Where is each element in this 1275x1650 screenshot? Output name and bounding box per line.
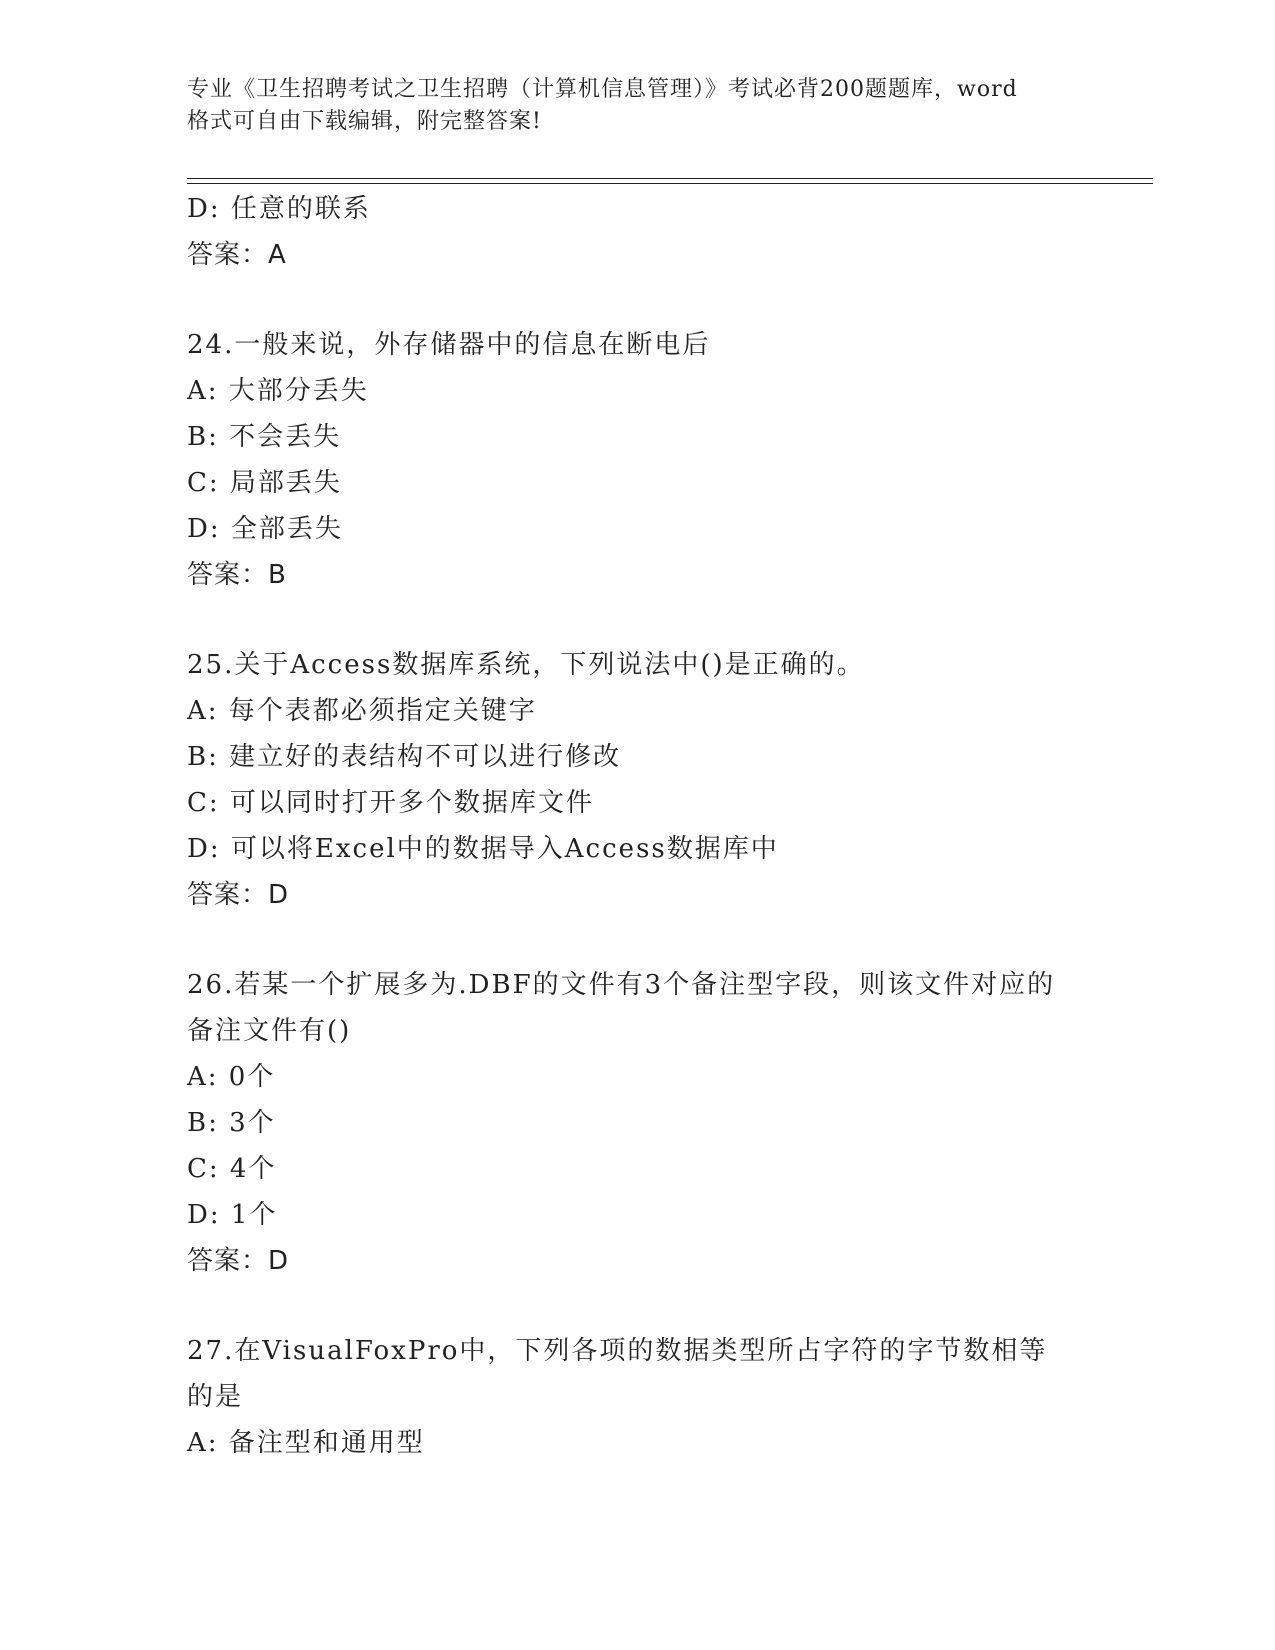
document-header bbox=[187, 74, 1087, 138]
question-26-option-b: B: 3个 bbox=[187, 1108, 276, 1138]
question-27-title-line-2: 的是 bbox=[187, 1382, 244, 1412]
question-26-answer: 答案：D bbox=[187, 1246, 290, 1276]
spacer bbox=[187, 918, 1087, 962]
header-line-2: 格式可自由下载编辑，附完整答案! bbox=[187, 109, 542, 134]
question-25-option-a: A: 每个表都必须指定关键字 bbox=[187, 696, 537, 726]
header-rule-top bbox=[187, 178, 1153, 179]
header-line-1: 专业《卫生招聘考试之卫生招聘（计算机信息管理）》考试必背200题题库，word bbox=[187, 77, 1018, 102]
question-24-option-d: D: 全部丢失 bbox=[187, 514, 343, 544]
question-26-option-a: A: 0个 bbox=[187, 1062, 276, 1092]
question-body bbox=[187, 186, 1087, 1466]
spacer bbox=[187, 598, 1087, 642]
spacer bbox=[187, 1284, 1087, 1328]
question-25-option-c: C: 可以同时打开多个数据库文件 bbox=[187, 788, 594, 818]
question-25-option-d: D: 可以将Excel中的数据导入Access数据库中 bbox=[187, 834, 779, 864]
question-26-option-c: C: 4个 bbox=[187, 1154, 277, 1184]
question-27-title-line-1: 27.在VisualFoxPro中，下列各项的数据类型所占字符的字节数相等 bbox=[187, 1336, 1048, 1366]
question-26-option-d: D: 1个 bbox=[187, 1200, 278, 1230]
question-26-title-line-2: 备注文件有() bbox=[187, 1016, 352, 1046]
question-25-answer: 答案：D bbox=[187, 880, 290, 910]
question-25-option-b: B: 建立好的表结构不可以进行修改 bbox=[187, 742, 622, 772]
question-24-option-c: C: 局部丢失 bbox=[187, 468, 342, 498]
header-rule-bottom bbox=[187, 183, 1153, 184]
question-25-title: 25.关于Access数据库系统，下列说法中()是正确的。 bbox=[187, 650, 865, 680]
question-27-option-a: A: 备注型和通用型 bbox=[187, 1428, 425, 1458]
question-24-option-a: A: 大部分丢失 bbox=[187, 376, 369, 406]
prev-answer: 答案：A bbox=[187, 240, 287, 270]
question-24-title: 24.一般来说，外存储器中的信息在断电后 bbox=[187, 330, 711, 360]
question-26-title-line-1: 26.若某一个扩展多为.DBF的文件有3个备注型字段，则该文件对应的 bbox=[187, 970, 1056, 1000]
prev-option-d: D: 任意的联系 bbox=[187, 194, 371, 224]
spacer bbox=[187, 278, 1087, 322]
question-24-answer: 答案：B bbox=[187, 560, 287, 590]
question-24-option-b: B: 不会丢失 bbox=[187, 422, 342, 452]
